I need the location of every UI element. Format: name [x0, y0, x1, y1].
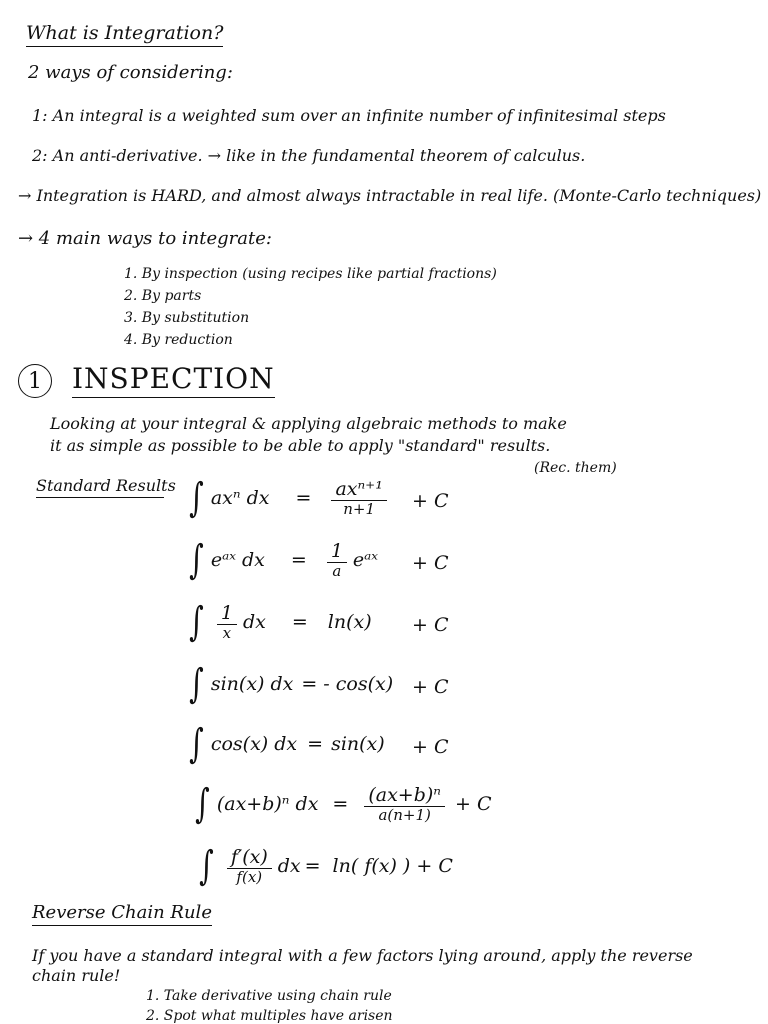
reverse-chain-step: 2. Spot what multiples have arisen — [146, 1008, 393, 1024]
result-rhs: sin(x) — [331, 733, 385, 755]
section-number: 1 — [18, 364, 52, 398]
equals: = — [301, 673, 318, 695]
result-rhs: eᵃˣ — [352, 549, 379, 571]
constant: + C — [455, 793, 492, 815]
result-fraction: $\frac{1}{a}$ — [327, 541, 347, 579]
equals: = — [304, 855, 321, 877]
integrand: sin(x) dx — [210, 673, 294, 695]
result-power — [186, 475, 393, 521]
ways-heading: 2 ways of considering: — [28, 62, 233, 83]
integrand: cos(x) dx — [210, 733, 298, 755]
integral-sign: ∫ — [199, 843, 214, 889]
equals: = — [295, 487, 312, 509]
result-exponential — [186, 537, 379, 583]
integral-sign: ∫ — [189, 721, 204, 767]
constant: + C — [412, 552, 449, 574]
inspection-note: (Rec. them) — [534, 460, 617, 476]
inspection-description-1: Looking at your integral & applying algebraic methods to make — [50, 414, 567, 433]
page-title: What is Integration? — [26, 22, 223, 47]
integral-sign: ∫ — [189, 661, 204, 707]
method-item: 3. By substitution — [124, 310, 250, 326]
note-four-ways: → 4 main ways to integrate: — [18, 228, 272, 249]
integrand: eᵃˣ dx — [210, 549, 265, 571]
result-rhs: - cos(x) — [323, 673, 394, 695]
reverse-chain-line-2: chain rule! — [32, 966, 121, 985]
way-1: 1: An integral is a weighted sum over an infinite number of infinitesimal steps — [32, 106, 666, 125]
integrand: (ax+b)ⁿ dx — [216, 793, 319, 815]
integrand-fraction: $\frac{f'(x)}{f(x)}$ — [227, 847, 272, 885]
integral-sign: ∫ — [189, 475, 204, 521]
result-sin — [186, 661, 394, 707]
constant: + C — [412, 736, 449, 758]
equals: = — [332, 793, 349, 815]
result-linear-power — [192, 781, 492, 827]
constant: + C — [412, 490, 449, 512]
section-heading: INSPECTION — [72, 362, 275, 398]
equals: = — [307, 733, 324, 755]
result-rhs: ln(x) — [327, 611, 372, 633]
result-fraction: $\frac{\text{axⁿ⁺¹}}{n+1}$ — [331, 479, 386, 517]
result-fraction: $\frac{\text{(ax+b)ⁿ}}{a(n+1)}$ — [364, 785, 445, 823]
reverse-chain-line-1: If you have a standard integral with a few factors lying around, apply the reverse — [32, 946, 693, 965]
reverse-chain-step: 1. Take derivative using chain rule — [146, 988, 392, 1004]
integrand: axⁿ dx — [210, 487, 270, 509]
equals: = — [291, 611, 308, 633]
result-log-derivative — [196, 843, 453, 889]
constant: + C — [412, 614, 449, 636]
method-item: 1. By inspection (using recipes like partial fractions) — [124, 266, 497, 282]
result-reciprocal — [186, 599, 372, 645]
result-rhs: ln( f(x) ) + C — [332, 855, 453, 877]
reverse-chain-heading: Reverse Chain Rule — [32, 902, 212, 926]
equals: = — [290, 549, 307, 571]
inspection-description-2: it as simple as possible to be able to apply "standard" results. — [50, 436, 551, 455]
way-2: 2: An anti-derivative. → like in the fundamental theorem of calculus. — [32, 146, 586, 165]
note-integration-hard: → Integration is HARD, and almost always intractable in real life. (Monte-Carlo techniques) — [18, 186, 762, 205]
result-cos — [186, 721, 385, 767]
integral-sign: ∫ — [195, 781, 210, 827]
constant: + C — [412, 676, 449, 698]
integrand: dx — [277, 855, 301, 877]
method-item: 4. By reduction — [124, 332, 233, 348]
standard-results-label: Standard Results — [36, 476, 164, 498]
integral-sign: ∫ — [189, 599, 204, 645]
integrand: dx — [242, 611, 266, 633]
integral-sign: ∫ — [189, 537, 204, 583]
method-item: 2. By parts — [124, 288, 202, 304]
integrand-fraction: $\frac{1}{x}$ — [217, 603, 237, 641]
